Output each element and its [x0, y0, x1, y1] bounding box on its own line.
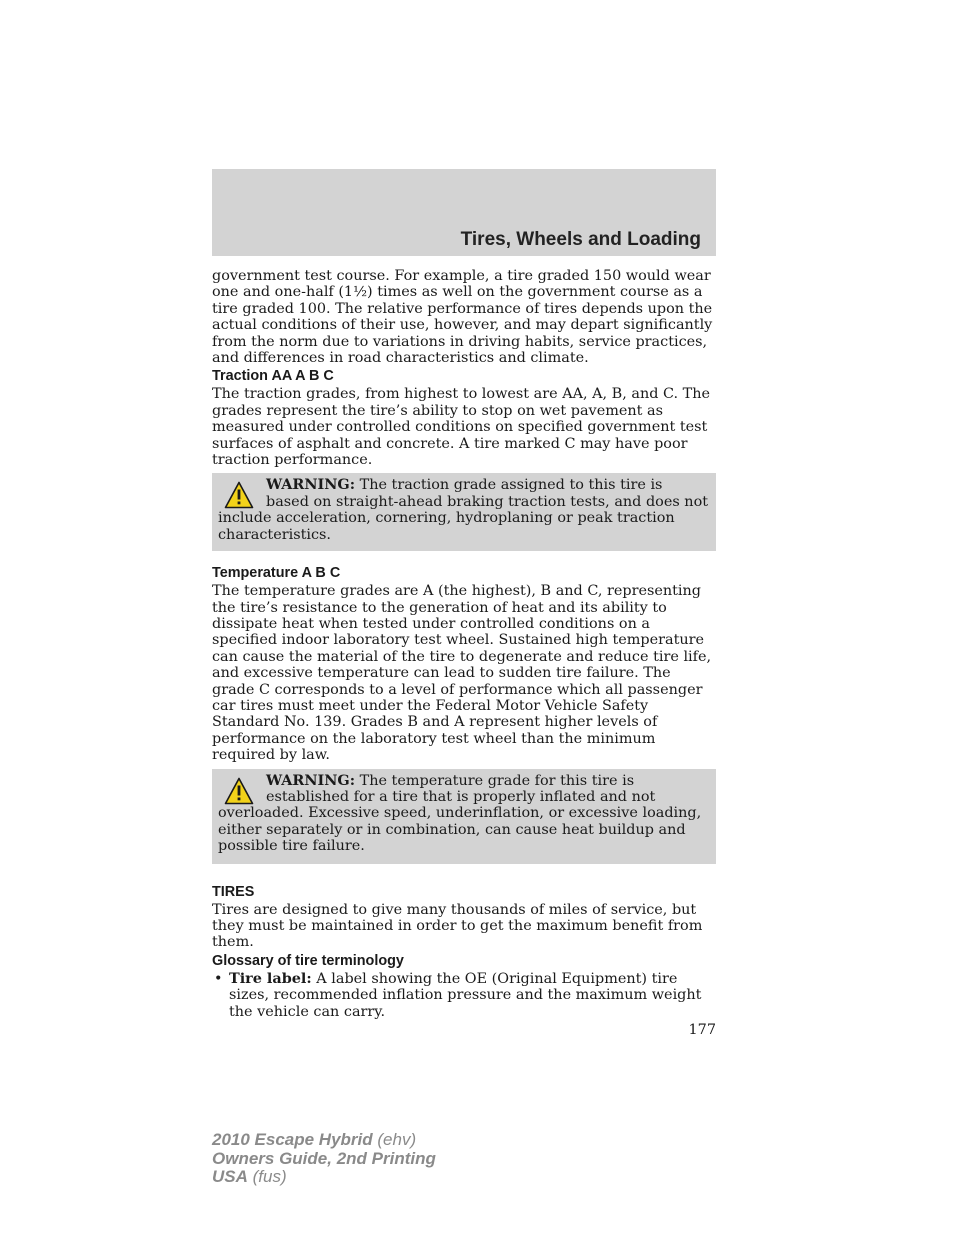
temperature-paragraph: The temperature grades are A (the highest), B and C, representing the tire’s resistance to the generation of heat and its ability to dissipate heat when tested under controlled conditions on a specified indoor laboratory test wheel. Sustained high temperature can cause the material of the tire to degenerate and reduce tire life, and excessive temperature can lead to sudden tire failure. The grade C corresponds to a level of performance which all passenger car tires must meet under the Federal Motor Vehicle Safety Standard No. 139. Grades B and A represent higher levels of performance on the laboratory test wheel than the minimum required by law.: [212, 583, 712, 764]
traction-heading: Traction AA A B C: [212, 368, 334, 385]
bullet: •: [214, 970, 223, 987]
intro-paragraph: government test course. For example, a tire graded 150 would wear one and one-half (1½) times as well on the government course as a tire graded 100. The relative performance of tires depends upon the actual conditions of their use, however, and may depart significantly from the norm due to variations in driving habits, service practices, and differences in road characteristics and climate.: [212, 268, 713, 367]
document-footer: [212, 1131, 436, 1187]
section-title: Tires, Wheels and Loading: [460, 229, 701, 250]
list-item: [212, 971, 716, 1020]
tires-heading: TIRES: [212, 883, 255, 900]
footer-model-code: (ehv): [372, 1130, 417, 1149]
temperature-heading: Temperature A B C: [212, 565, 341, 582]
footer-line-3: [212, 1168, 436, 1187]
traction-warning-box: [212, 473, 716, 551]
temperature-warning-label: WARNING:: [266, 771, 356, 789]
footer-model: 2010 Escape Hybrid: [212, 1130, 373, 1149]
section-header-band: [212, 169, 716, 256]
traction-warning-label: WARNING:: [266, 476, 356, 494]
glossary-heading: Glossary of tire terminology: [212, 952, 404, 969]
footer-market: USA: [212, 1167, 248, 1186]
footer-printing: Owners Guide, 2nd Printing: [212, 1148, 436, 1168]
page-content: [212, 268, 716, 1038]
warning-triangle-icon: [224, 481, 254, 509]
footer-line-2: [212, 1150, 436, 1169]
traction-warning-text: The traction grade assigned to this tire is based on straight-ahead braking traction tests, and does not include acceleration, cornering, hydroplaning or peak traction characteristics.: [218, 477, 709, 543]
temperature-warning-text: The temperature grade for this tire is established for a tire that is properly inflated and not overloaded. Excessive speed, underinflation, or excessive loading, either separately or in combination, can cause heat buildup and possible tire failure.: [218, 772, 702, 855]
traction-paragraph: The traction grades, from highest to lowest are AA, A, B, and C. The grades represent the tire’s ability to stop on wet pavement as measured under controlled conditions on specified government test surfaces of asphalt and concrete. A tire marked C may have poor traction performance.: [212, 386, 711, 469]
footer-market-code: (fus): [247, 1167, 287, 1186]
glossary-definition: A label showing the OE (Original Equipment) tire sizes, recommended inflation pressure and the maximum weight the vehicle can carry.: [229, 970, 702, 1020]
tires-paragraph: Tires are designed to give many thousands of miles of service, but they must be maintained in order to get the maximum benefit from them.: [212, 901, 703, 951]
footer-line-1: [212, 1131, 436, 1150]
glossary-list: [212, 971, 716, 1020]
page-number: 177: [688, 1022, 716, 1039]
warning-triangle-icon: [224, 777, 254, 805]
glossary-term: Tire label:: [229, 969, 312, 987]
temperature-warning-box: [212, 769, 716, 864]
